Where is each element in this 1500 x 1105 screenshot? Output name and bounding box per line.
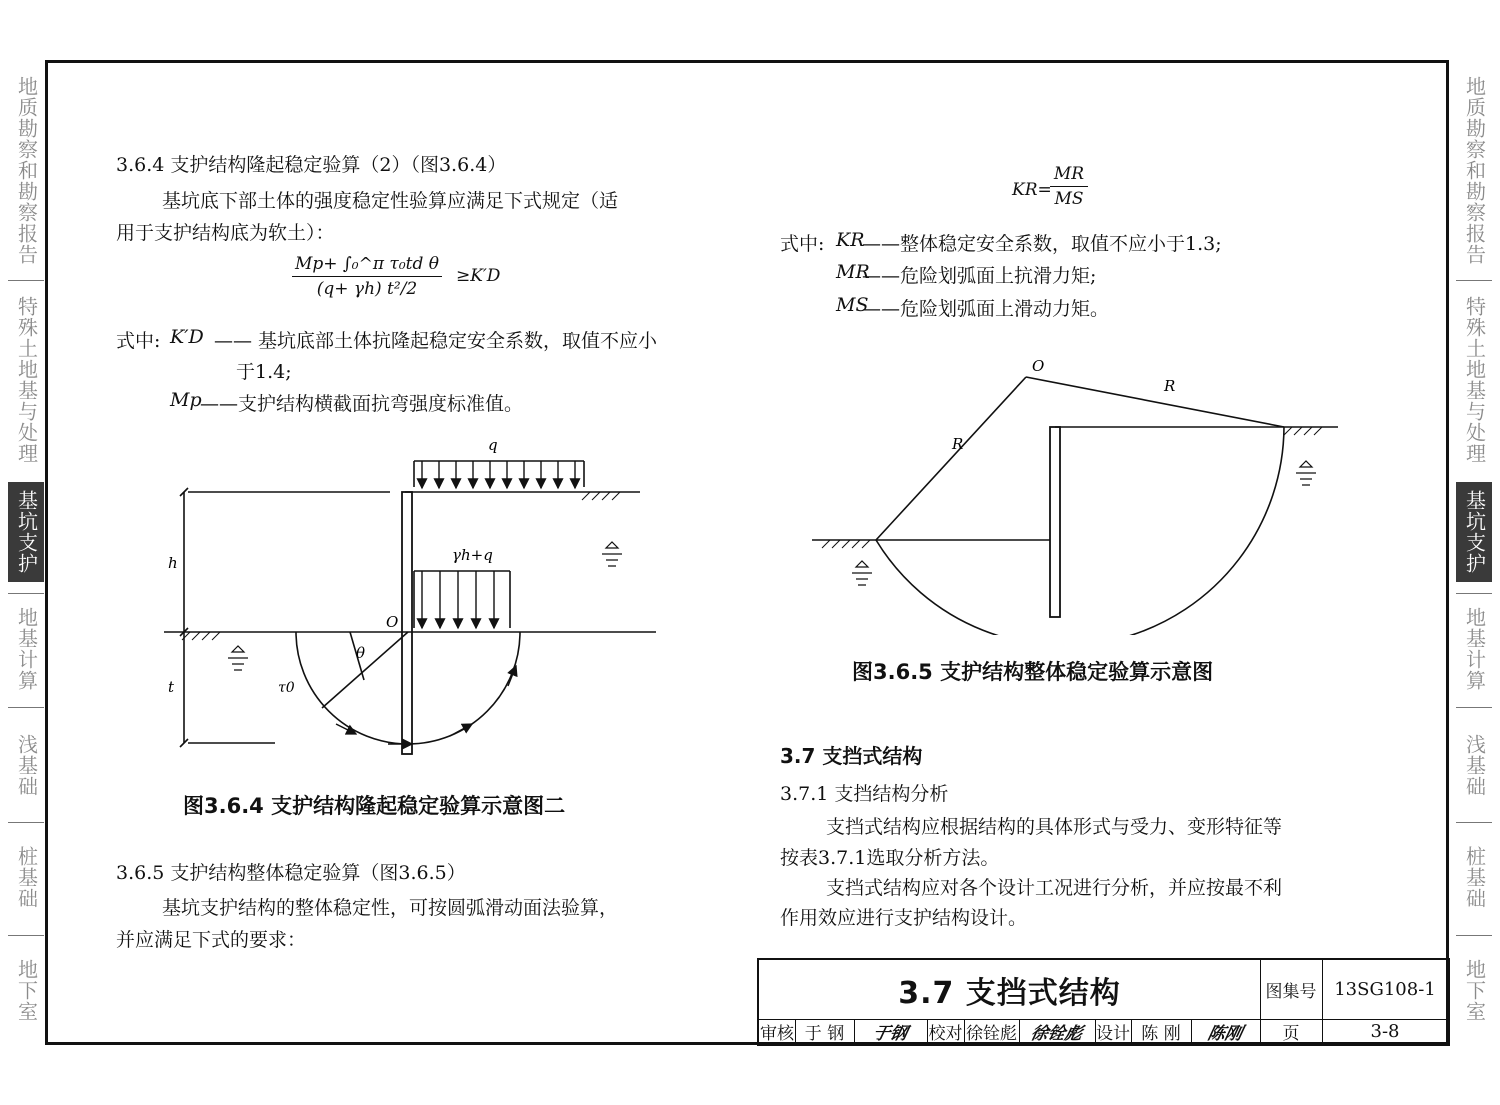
atlas-number-label: 图集号 xyxy=(1265,982,1317,1002)
fig364-label-load: γh+q xyxy=(452,546,493,564)
symbol-k-d: K′D xyxy=(170,326,204,348)
section-3-6-4-para-line: 用于支护结构底为软土）： xyxy=(116,222,335,244)
section-3-7-1-para-line: 支挡式结构应对各个设计工况进行分析，并应按最不利 xyxy=(826,877,1283,899)
fig365-label-r-left: R xyxy=(952,435,964,453)
section-3-6-4-heading: 3.6.4 支护结构隆起稳定验算（2）（图3.6.4） xyxy=(116,154,507,176)
fig364-label-theta: θ xyxy=(356,644,366,662)
where-label: 式中: xyxy=(116,330,161,352)
reviewer-label: 审核 xyxy=(760,1024,794,1044)
definition-k-d-cont: 于1.4; xyxy=(236,361,292,383)
section-3-7-1-para-line: 支挡式结构应根据结构的具体形式与受力、变形特征等 xyxy=(826,816,1283,838)
atlas-number: 13SG108-1 xyxy=(1334,979,1436,1000)
fig364-label-q: q xyxy=(488,436,498,454)
figure-3-6-4-caption: 图3.6.4 支护结构隆起稳定验算示意图二 xyxy=(183,794,566,818)
side-tab-label: 地基计算 xyxy=(14,607,39,691)
side-tab-label: 地质勘察和勘察报告 xyxy=(1462,75,1487,265)
section-3-7-heading: 3.7 支挡式结构 xyxy=(780,744,923,768)
page-number: 3-8 xyxy=(1370,1021,1400,1042)
figure-3-6-5-diagram xyxy=(800,345,1360,635)
side-tab-label: 基坑支护 xyxy=(14,490,39,574)
figure-3-6-4-diagram xyxy=(150,430,670,770)
side-tab-label: 桩基础 xyxy=(14,846,39,909)
designer-signature: 陈刚 xyxy=(1205,1024,1245,1044)
kr-formula-denominator: MS xyxy=(1054,189,1084,209)
reviewer-signature: 于钢 xyxy=(870,1024,910,1044)
section-3-6-5-para-line: 并应满足下式的要求： xyxy=(116,929,307,951)
side-tab-label: 地质勘察和勘察报告 xyxy=(14,75,39,265)
checker-signature: 徐铨彪 xyxy=(1028,1024,1085,1044)
drawing-title: 3.7 支挡式结构 xyxy=(898,975,1121,1011)
fig364-label-t: t xyxy=(168,678,175,696)
kr-formula-lhs: KR= xyxy=(1012,180,1052,200)
kr-formula-fraction xyxy=(1050,164,1088,209)
definition-ms: ——危险划弧面上滑动力矩。 xyxy=(862,298,1110,320)
side-tab-shallow-foundation[interactable] xyxy=(1456,720,1492,810)
definition-mp: ——支护结构横截面抗弯强度标准值。 xyxy=(200,393,524,415)
side-tab-pile-foundation[interactable] xyxy=(8,835,44,920)
side-tab-special-soil[interactable] xyxy=(8,290,44,470)
side-tab-geology[interactable] xyxy=(1456,70,1492,270)
side-tab-label: 浅基础 xyxy=(1462,733,1487,797)
symbol-mr: MR xyxy=(836,261,870,283)
side-tab-label: 地下室 xyxy=(1462,958,1487,1022)
section-3-6-5-para-line: 基坑支护结构的整体稳定性，可按圆弧滑动面法验算， xyxy=(162,897,619,919)
uplift-formula-rhs: ≥K′D xyxy=(456,266,501,286)
page-label: 页 xyxy=(1282,1024,1300,1044)
title-block xyxy=(757,958,1450,1046)
section-3-7-1-heading: 3.7.1 支挡结构分析 xyxy=(780,783,949,805)
definition-kr: ——整体稳定安全系数，取值不应小于1.3; xyxy=(862,233,1222,255)
designer-name: 陈 刚 xyxy=(1141,1024,1181,1044)
definition-mr: ——危险划弧面上抗滑力矩; xyxy=(862,265,1097,287)
side-tab-label: 特殊土地基与处理 xyxy=(14,296,39,464)
checker-label: 校对 xyxy=(928,1024,963,1044)
side-tab-foundation-calc[interactable] xyxy=(8,600,44,698)
side-tab-label: 地下室 xyxy=(14,958,39,1022)
definition-k-d: —— 基坑底部土体抗隆起稳定安全系数，取值不应小 xyxy=(214,330,658,352)
reviewer-name: 于 钢 xyxy=(804,1024,845,1044)
side-tab-label: 桩基础 xyxy=(1462,846,1487,909)
side-tab-basement[interactable] xyxy=(8,950,44,1030)
fig364-label-h: h xyxy=(168,554,178,572)
uplift-formula-numerator: Mp+ ∫₀^π τ₀td θ xyxy=(294,254,439,274)
side-tab-label: 基坑支护 xyxy=(1462,490,1487,574)
figure-3-6-5-caption: 图3.6.5 支护结构整体稳定验算示意图 xyxy=(852,660,1214,684)
side-tab-special-soil[interactable] xyxy=(1456,290,1492,470)
side-tab-pile-foundation[interactable] xyxy=(1456,835,1492,920)
where-label: 式中: xyxy=(780,233,825,255)
checker-name: 徐铨彪 xyxy=(966,1024,1017,1044)
fig365-label-r-right: R xyxy=(1164,377,1176,395)
side-tab-excavation-support[interactable] xyxy=(8,482,44,582)
side-tab-shallow-foundation[interactable] xyxy=(8,720,44,810)
fig365-label-o: O xyxy=(1032,357,1045,375)
symbol-mp: Mp xyxy=(170,389,202,411)
side-tab-label: 浅基础 xyxy=(14,733,39,797)
section-3-6-4-para-line: 基坑底下部土体的强度稳定性验算应满足下式规定（适 xyxy=(162,190,619,212)
symbol-ms: MS xyxy=(836,294,869,316)
section-3-6-5-heading: 3.6.5 支护结构整体稳定验算（图3.6.5） xyxy=(116,862,466,884)
section-3-7-1-para-line: 按表3.7.1选取分析方法。 xyxy=(780,847,1000,869)
side-tab-foundation-calc[interactable] xyxy=(1456,600,1492,698)
kr-formula-numerator: MR xyxy=(1053,164,1085,184)
designer-label: 设计 xyxy=(1096,1024,1130,1044)
uplift-formula-fraction xyxy=(292,254,442,299)
side-tab-geology[interactable] xyxy=(8,70,44,270)
fig364-label-tau: τ0 xyxy=(278,680,295,696)
side-tab-label: 地基计算 xyxy=(1462,607,1487,691)
uplift-formula-denominator: (q+ γh) t²/2 xyxy=(316,279,418,299)
symbol-kr: KR xyxy=(836,229,865,251)
fig364-label-o: O xyxy=(386,613,399,631)
section-3-7-1-para-line: 作用效应进行支护结构设计。 xyxy=(780,907,1028,929)
side-tab-excavation-support[interactable] xyxy=(1456,482,1492,582)
side-tab-label: 特殊土地基与处理 xyxy=(1462,296,1487,464)
side-tab-basement[interactable] xyxy=(1456,950,1492,1030)
